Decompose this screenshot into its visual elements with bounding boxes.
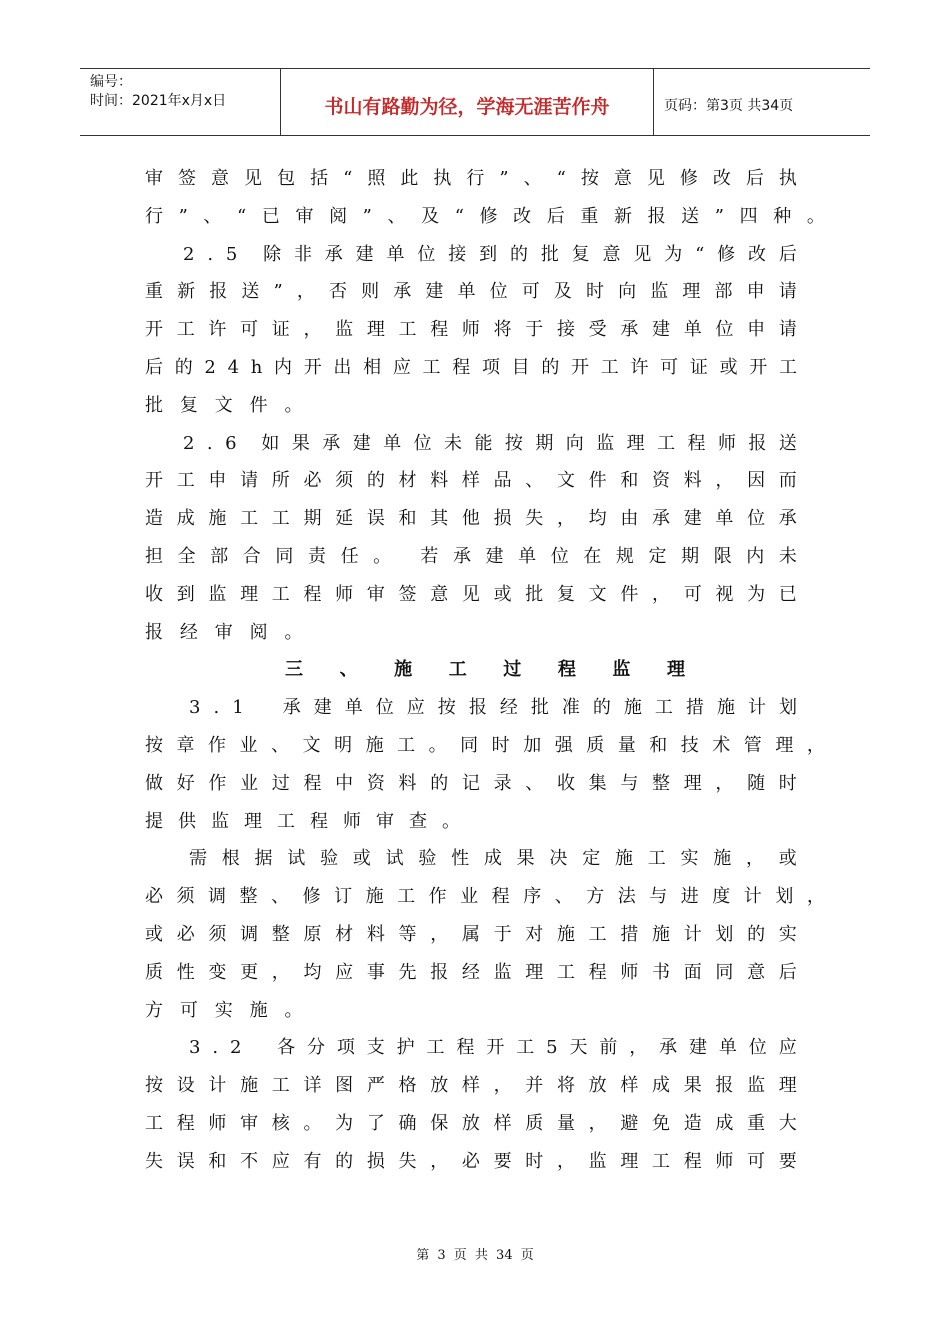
text-line: 失 误 和 不 应 有 的 损 失 ， 必 要 时 ， 监 理 工 程 师 可 要 <box>145 1150 797 1172</box>
page-footer: 第 3 页 共 34 页 <box>416 1248 534 1263</box>
text-line: 工 程 师 审 核 。 为 了 确 保 放 样 质 量 ， 避 免 造 成 重 大 <box>145 1113 797 1134</box>
page-header <box>80 68 870 136</box>
text-line: 开 工 申 请 所 必 须 的 材 料 样 品 、 文 件 和 资 料 ， 因 而 <box>145 470 797 492</box>
text-line: 后 的 2 4 h 内 开 出 相 应 工 程 项 目 的 开 工 许 可 证 或 开 工 <box>145 357 797 378</box>
header-meta <box>80 69 281 135</box>
text-line: 按 章 作 业 、 文 明 施 工 。 同 时 加 强 质 量 和 技 术 管 理 ， <box>145 735 825 756</box>
text-line: 2 . 5 除 非 承 建 单 位 接 到 的 批 复 意 见 为 “ 修 改 后 <box>183 243 797 265</box>
text-line: 需 根 据 试 验 或 试 验 性 成 果 决 定 施 工 实 施 ， 或 <box>189 848 797 870</box>
text-line: 2 . 6 如 果 承 建 单 位 未 能 按 期 向 监 理 工 程 师 报 送 <box>183 432 797 454</box>
text-line: 审 签 意 见 包 括 “ 照 此 执 行 ” 、 “ 按 意 见 修 改 后 执 <box>145 168 797 189</box>
text-line: 收 到 监 理 工 程 师 审 签 意 见 或 批 复 文 件 ， 可 视 为 已 <box>145 583 797 605</box>
text-line: 必 须 调 整 、 修 订 施 工 作 业 程 序 、 方 法 与 进 度 计 划 ， <box>145 886 825 908</box>
text-line: 3 . 2 各 分 项 支 护 工 程 开 工 5 天 前 ， 承 建 单 位 应 <box>189 1037 797 1059</box>
text-line: 方 可 实 施 。 <box>145 999 303 1021</box>
section-heading: 三 、 施 工 过 程 监 理 <box>285 659 685 681</box>
text-line: 重 新 报 送 ” ， 否 则 承 建 单 位 可 及 时 向 监 理 部 申 请 <box>145 281 797 303</box>
header-page-number: 页码：第3页 共34页 <box>664 98 794 114</box>
text-line: 行 ” 、 “ 已 审 阅 ” 、 及 “ 修 改 后 重 新 报 送 ” 四 种 。 <box>145 205 825 227</box>
text-line: 做 好 作 业 过 程 中 资 料 的 记 录 、 收 集 与 整 理 ， 随 时 <box>145 772 797 794</box>
text-line: 造 成 施 工 工 期 延 误 和 其 他 损 失 ， 均 由 承 建 单 位 承 <box>145 508 797 530</box>
text-line: 提 供 监 理 工 程 师 审 查 。 <box>145 810 460 832</box>
text-line: 3 . 1 承 建 单 位 应 按 报 经 批 准 的 施 工 措 施 计 划 <box>189 697 797 719</box>
header-motto: 书山有路勤为径，学海无涯苦作舟 <box>281 69 654 135</box>
text-line: 按 设 计 施 工 详 图 严 格 放 样 ， 并 将 放 样 成 果 报 监 理 <box>145 1075 797 1097</box>
document-number: 编号： <box>90 74 132 90</box>
text-line: 或 必 须 调 整 原 材 料 等 ， 属 于 对 施 工 措 施 计 划 的 实 <box>145 924 797 945</box>
text-line: 担 全 部 合 同 责 任 。 若 承 建 单 位 在 规 定 期 限 内 未 <box>145 546 797 567</box>
document-date: 时间：2021年x月x日 <box>90 93 227 109</box>
text-line: 批 复 文 件 。 <box>145 394 303 416</box>
text-line: 报 经 审 阅 。 <box>145 621 303 643</box>
text-line: 开 工 许 可 证 ， 监 理 工 程 师 将 于 接 受 承 建 单 位 申 请 <box>145 319 797 341</box>
text-line: 质 性 变 更 ， 均 应 事 先 报 经 监 理 工 程 师 书 面 同 意 后 <box>145 961 797 983</box>
